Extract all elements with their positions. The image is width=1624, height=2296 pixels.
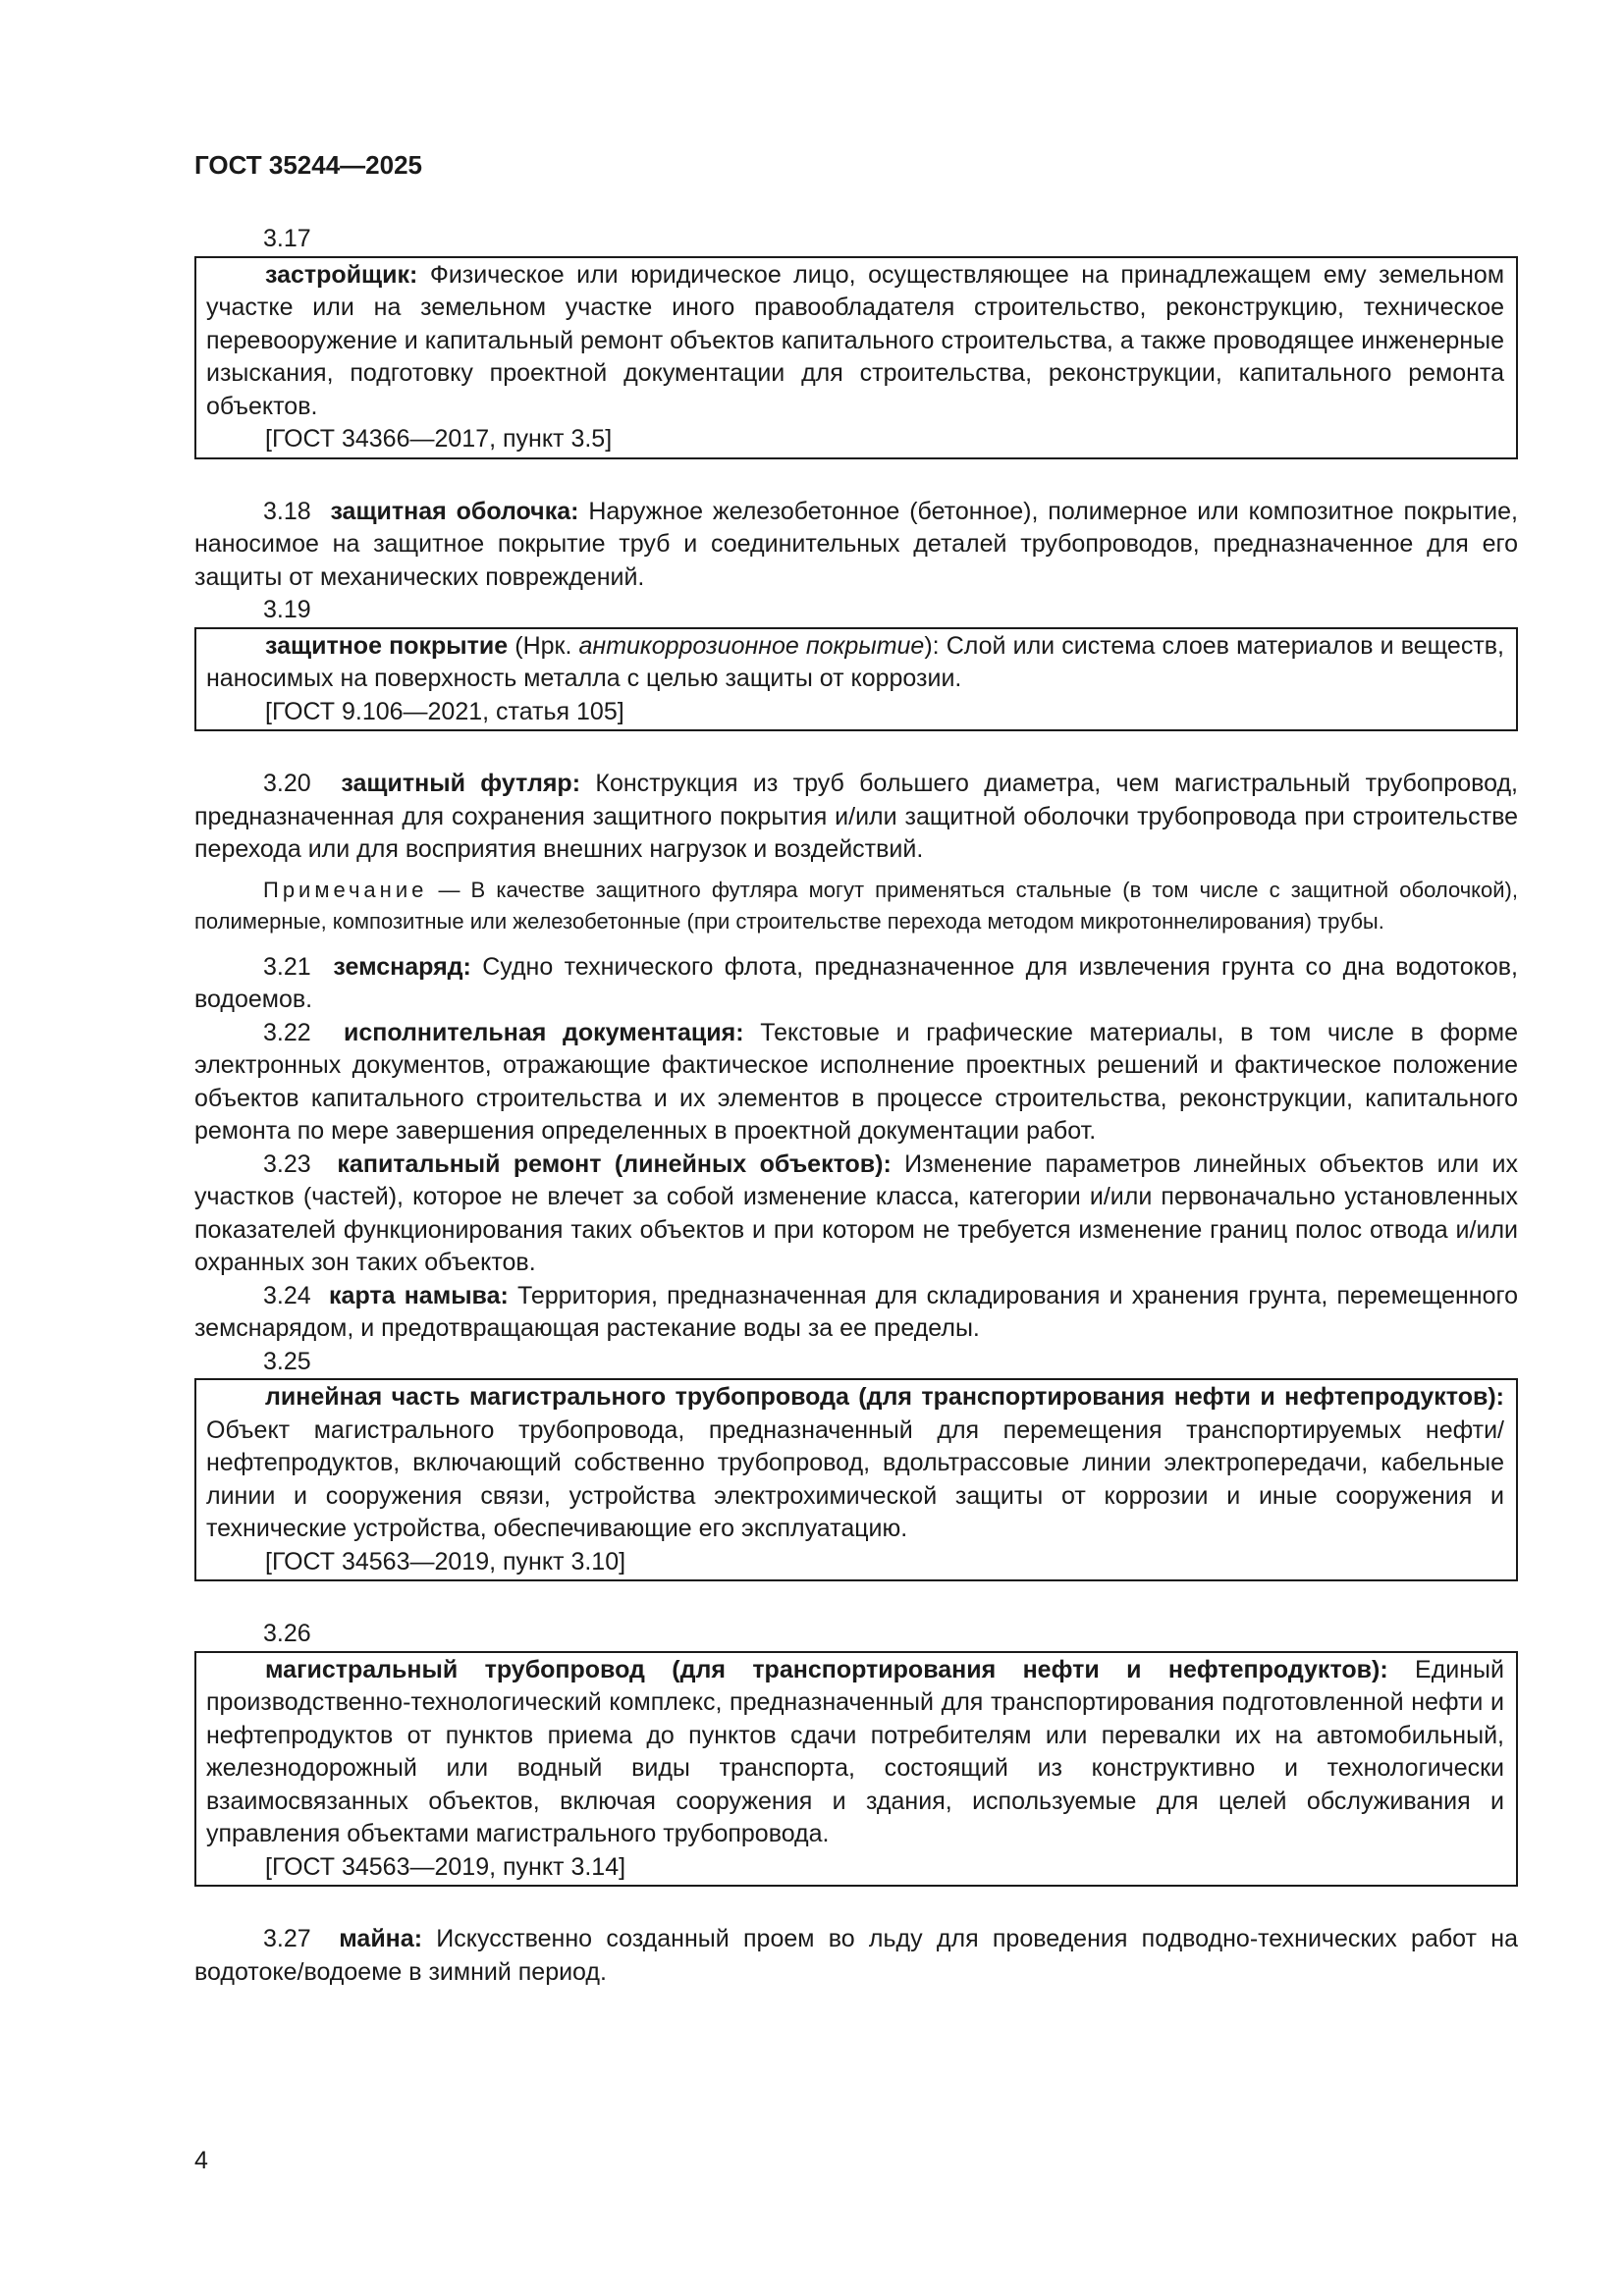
definition-3-22 [194,1017,1518,1148]
source-reference: [ГОСТ 34563—2019, пункт 3.14] [265,1852,626,1881]
term: майна: [339,1925,423,1952]
term: защитная оболочка: [330,497,579,525]
term: защитное покрытие [265,631,509,660]
definition-text: Искусственно созданный проем во льду для проведения подводно-технических работ на водотоке/водоеме в зимний период. [194,1925,1518,1986]
document-code: ГОСТ 35244—2025 [194,150,422,180]
entry-number-3-25: 3.25 [263,1347,311,1375]
definition-box-3-25 [194,1378,1518,1581]
definition-3-19: защитное покрытие (Нрк. антикоррозионное покрытие): Слой или система слоев материалов и веществ, наносимых на поверхность металла с целью защиты от коррозии. [206,631,1504,692]
term: карта намыва: [329,1281,509,1309]
entry-number: 3.20 [263,770,311,797]
source-reference: [ГОСТ 34563—2019, пункт 3.10] [265,1547,626,1575]
note-label: Примечание [263,877,428,902]
term: магистральный трубопровод (для транспортирования нефти и нефтепродуктов): [265,1655,1388,1683]
definition-3-23 [194,1148,1518,1280]
entry-number: 3.22 [263,1018,311,1046]
deprecated-term: антикоррозионное покрытие [578,631,925,660]
definition-3-21 [194,951,1518,1017]
definition-3-26 [206,1654,1504,1851]
definition-text: ): Слой или система слоев материалов и веществ, наносимых на поверхность металла с целью защиты от коррозии. [206,631,1504,692]
entry-number-3-19: 3.19 [263,596,311,623]
definition-3-18 [194,496,1518,595]
term: застройщик: [265,260,418,289]
entry-number: 3.18 [263,497,311,525]
definition-3-27 [194,1923,1518,1989]
source-reference: [ГОСТ 34366—2017, пункт 3.5] [265,425,613,453]
definition-box-3-26 [194,1651,1518,1888]
definition-text: Наружное железобетонное (бетонное), полимерное или композитное покрытие, наносимое на защитное покрытие труб и соединительных деталей трубопроводов, предназначенное для его защиты от механических повреждений. [194,497,1518,591]
note-3-20 [194,875,1518,937]
entry-number: 3.21 [263,952,311,981]
definition-text: Судно технического флота, предназначенное для извлечения грунта со дна водотоков, водоемов. [194,952,1518,1013]
definition-text: Текстовые и графические материалы, в том числе в форме электронных документов, отражающие фактическое исполнение проектных решений и фактическое положение объектов капитального строительства и их элементов в процессе строительства, реконструкции, капитального ремонта по мере завершения определенных в проектной документации работ. [194,1018,1518,1145]
source-reference: [ГОСТ 9.106—2021, статья 105] [265,697,624,725]
definition-box-3-19 [194,627,1518,732]
term: земснаряд: [333,952,471,981]
term: капитальный ремонт (линейных объектов): [337,1149,892,1178]
definition-text: Изменение параметров линейных объектов или их участков (частей), которое не влечет за собой изменение класса, категории и/или первоначально установленных показателей функционирования таких объектов и при котором не требуется изменение границ полос отвода и/или охранных зон таких объектов. [194,1149,1518,1276]
entry-number-3-26: 3.26 [263,1620,311,1647]
definition-box-3-17 [194,256,1518,459]
entry-number: 3.23 [263,1149,311,1178]
document-body [194,223,1518,1989]
term: линейная часть магистрального трубопровода (для транспортирования нефти и нефтепродуктов): [265,1383,1504,1411]
definition-text: Физическое или юридическое лицо, осуществляющее на принадлежащем ему земельном участке или на земельном участке иного правообладателя строительство, реконструкцию, техническое перевооружение и капитальный ремонт объектов капитального строительства, а также проводящее инженерные изыскания, подготовку проектной документации для строительства, реконструкции, капитального ремонта объектов. [206,260,1504,420]
definition-text: Территория, предназначенная для складирования и хранения грунта, перемещенного земснарядом, и предотвращающая растекание воды за ее пределы. [194,1281,1518,1342]
page-number: 4 [194,2147,208,2174]
entry-number: 3.24 [263,1281,311,1309]
entry-number-3-17: 3.17 [263,225,311,252]
definition-3-25 [206,1381,1504,1546]
definition-text: Конструкция из труб большего диаметра, чем магистральный трубопровод, предназначенная для сохранения защитного покрытия и/или защитной оболочки трубопровода при строительстве перехода или для восприятия внешних нагрузок и воздействий. [194,770,1518,863]
definition-text: Объект магистрального трубопровода, предназначенный для перемещения транспортируемых нефти/нефтепродуктов, включающий собственно трубопровод, вдольтрассовые линии электропередачи, кабельные линии и сооружения связи, устройства электрохимической защиты от коррозии и иные сооружения и технические устройства, обеспечивающие его эксплуатацию. [206,1415,1504,1542]
definition-text: Единый производственно-технологический комплекс, предназначенный для транспортирования подготовленной нефти и нефтепродуктов от пунктов приема до пунктов сдачи потребителям или перевалки их на автомобильный, железнодорожный или водный виды транспорта, состоящий из конструктивно и технологически взаимосвязанных объектов, включая сооружения и здания, используемые для целей обслуживания и управления объектами магистрального трубопровода. [206,1655,1504,1847]
definition-3-17 [206,259,1504,424]
definition-3-24 [194,1280,1518,1346]
term: исполнительная документация: [344,1018,744,1046]
entry-number: 3.27 [263,1925,311,1952]
definition-3-20 [194,768,1518,867]
term: защитный футляр: [341,770,581,797]
note-text: — В качестве защитного футляра могут применяться стальные (в том числе с защитной оболочкой), полимерные, композитные или железобетонные (при строительстве перехода методом микротоннелирования) трубы. [194,877,1518,934]
